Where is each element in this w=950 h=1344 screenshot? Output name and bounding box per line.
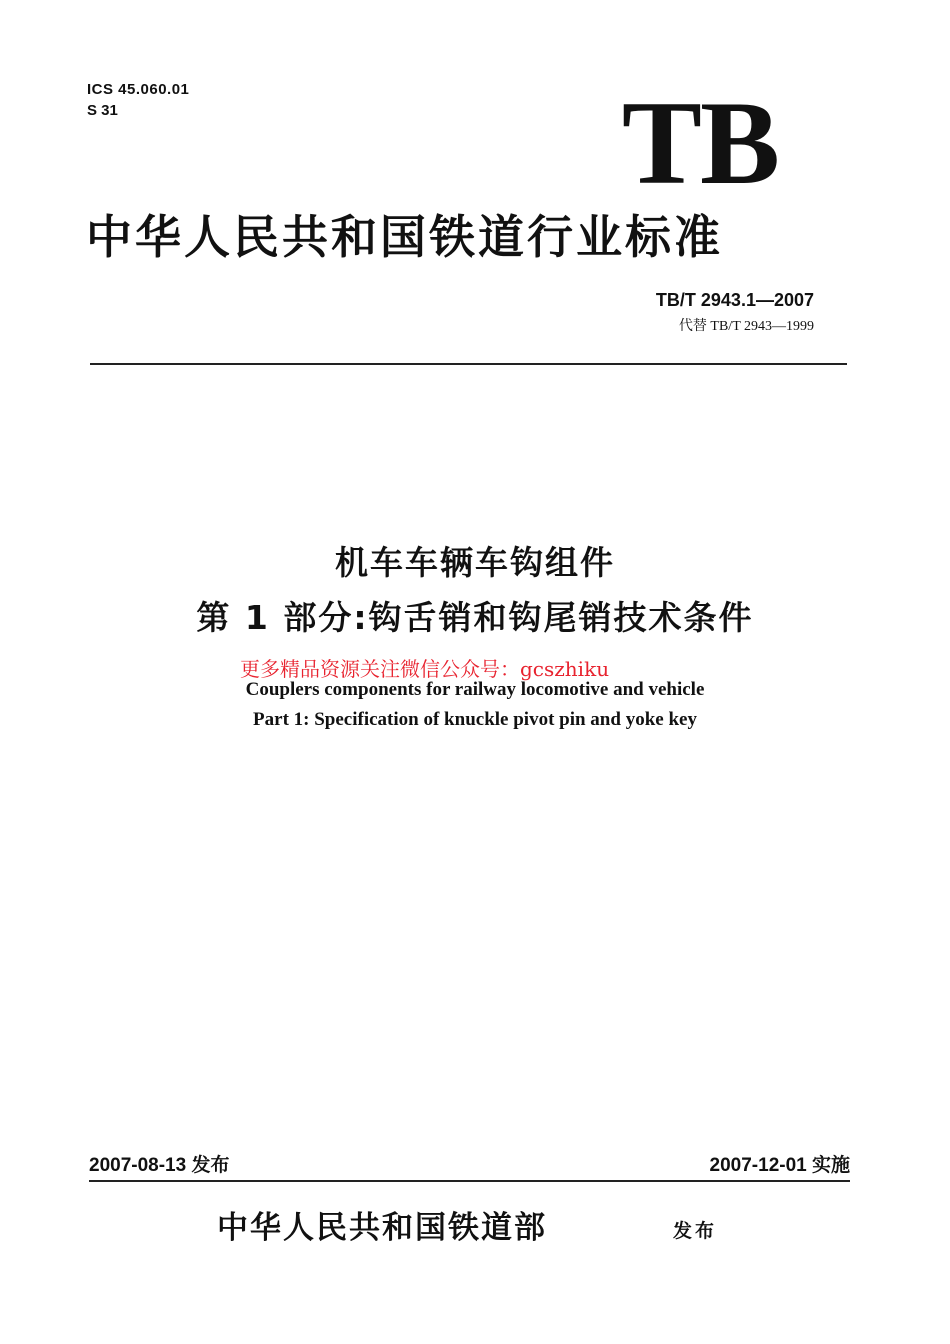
title-english-line-2: Part 1: Specification of knuckle pivot pin and yoke key <box>253 709 697 730</box>
issue-date: 2007-08-13 发布 <box>89 1155 230 1176</box>
standard-heading: 中华人民共和国铁道行业标准 <box>86 210 723 264</box>
tb-logo: TB <box>621 76 778 209</box>
title-english-line-1: Couplers components for railway locomotive and vehicle <box>245 679 705 700</box>
watermark-text: 更多精品资源关注微信公众号：gcszhiku <box>240 657 610 681</box>
ics-code: ICS 45.060.01 <box>87 81 190 98</box>
replaces-standard: 代替 TB/T 2943—1999 <box>678 319 814 334</box>
standard-number: TB/T 2943.1—2007 <box>655 290 814 310</box>
header-divider <box>90 363 847 365</box>
implementation-date: 2007-12-01 实施 <box>709 1155 850 1176</box>
title-chinese-line-1: 机车车辆车钩组件 <box>335 543 615 582</box>
publisher-suffix: 发布 <box>673 1220 718 1242</box>
ccs-code: S 31 <box>87 102 118 119</box>
title-chinese-line-2: 第 1 部分:钩舌销和钩尾销技术条件 <box>196 598 754 637</box>
footer-divider <box>89 1180 850 1182</box>
publisher-name: 中华人民共和国铁道部 <box>217 1210 547 1246</box>
